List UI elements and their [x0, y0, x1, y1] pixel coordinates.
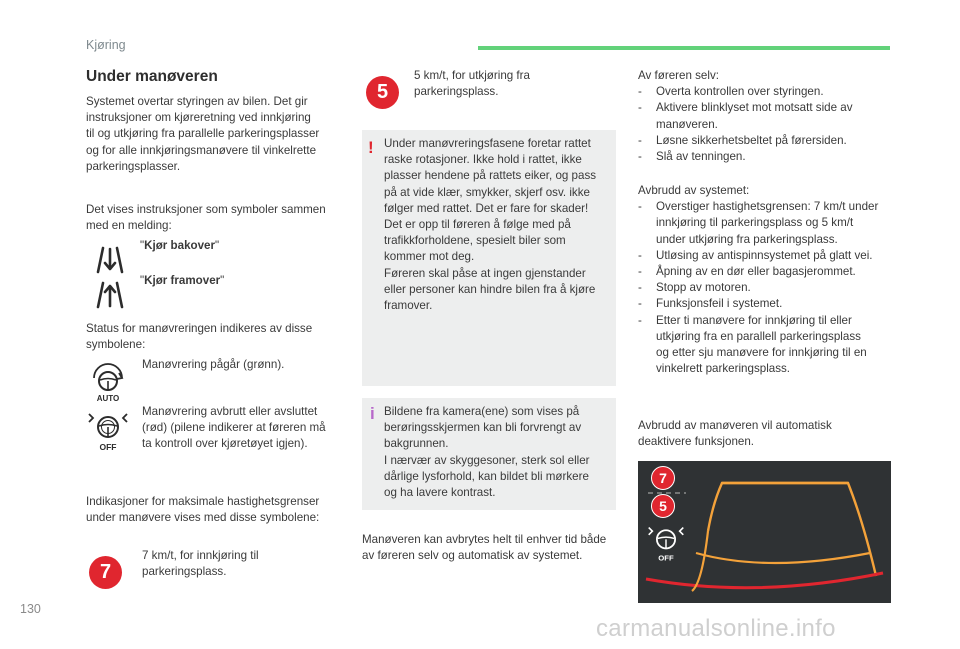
info-icon: i [370, 404, 375, 423]
message-forward: "Kjør framover" [140, 274, 225, 287]
steering-auto-icon [88, 362, 128, 402]
section-title: Under manøveren [86, 68, 218, 85]
camera-steering-off-icon [646, 521, 686, 565]
auto-cancel-note: Avbrudd av manøveren vil automatisk deaktivere funksjonen. [638, 419, 832, 449]
warning-icon: ! [368, 138, 374, 157]
warning-text: Under manøvreringsfasene foretar rattet raske rotasjoner. Ikke hold i rattet, ikke plasser hendene på rattets eiker, og pass på at vide klær, smykker, skjerf osv. ikke følger med rattet. Det er fare for skader! Det er opp til føreren å følge med på trafikkforholdene, spesielt biler som kommer mot deg. Føreren skal påse at ingen gjenstander eller personer kan hindre bilen fra å kjøre framover. [384, 137, 597, 313]
steering-off-icon [86, 410, 130, 452]
reverse-arrow-icon [94, 246, 126, 274]
speed-intro: Indikasjoner for maksimale hastighetsgrenser under manøvere vises med disse symbolene: [86, 495, 320, 525]
intro-paragraph: Systemet overtar styringen av bilen. Det gir instruksjoner om kjøreretning ved innkjøring til og utkjøring fra parallelle parkeringsplasser og for alle innkjøringsmanøvere til vinkelrette parkeringsplasser. [86, 95, 320, 173]
svg-text:OFF: OFF [99, 442, 117, 452]
status-intro: Status for manøvreringen indikeres av disse symbolene: [86, 322, 313, 352]
warning-box [362, 130, 616, 386]
speed-7-text: 7 km/t, for innkjøring til parkeringsplass. [142, 549, 259, 579]
speed-badge-5: 5 [366, 76, 399, 109]
speed-badge-7: 7 [89, 556, 122, 589]
status-off-text: Manøvrering avbrutt eller avsluttet (rød) (pilene indikerer at føreren må ta kontroll over kjøretøyet igjen). [142, 405, 326, 451]
svg-text:OFF: OFF [658, 553, 674, 563]
page-number: 130 [20, 602, 41, 616]
driver-cancel-list: Av føreren selv: - Overta kontrollen over styringen. - Aktivere blinklyset mot motsatt side av manøveren. - Løsne sikkerhetsbeltet på førersiden. - Slå av tenningen. [638, 69, 853, 164]
message-reverse: "Kjør bakover" [140, 239, 220, 252]
cancel-note: Manøveren kan avbrytes helt til enhver tid både av føreren selv og automatisk av systemet. [362, 533, 607, 563]
speed-5-text: 5 km/t, for utkjøring fra parkeringsplass. [414, 69, 530, 99]
camera-badge-7: 7 [651, 466, 675, 490]
svg-text:AUTO: AUTO [96, 394, 120, 402]
camera-view-illustration [638, 461, 891, 603]
system-cancel-list: Avbrudd av systemet: - Overstiger hastighetsgrensen: 7 km/t under innkjøring til parkeringsplass og 5 km/t under utkjøring fra parkeringsplass. - Utløsing av antispinnsystemet på glatt vei. - Åpning av en dør eller bagasjerommet. - Stopp av motoren. - Funksjonsfeil i systemet. - Etter ti manøvere for innkjøring til eller utkjøring fra en parallell parkeringsplass og etter sju manøvere for innkjøring til en vinkelrett parkeringsplass. [638, 184, 879, 376]
messages-intro: Det vises instruksjoner som symboler sammen med en melding: [86, 203, 326, 233]
camera-badge-5: 5 [651, 494, 675, 518]
section-header: Kjøring [86, 38, 126, 52]
section-accent-bar [478, 46, 890, 50]
info-text: Bildene fra kamera(ene) som vises på berøringsskjermen kan bli forvrengt av bakgrunnen. I nærvær av skyggesoner, sterk sol eller dårlige lysforhold, kan bildet bli mørkere og ha lavere kontrast. [384, 405, 590, 500]
forward-arrow-icon [94, 281, 126, 309]
info-box [362, 398, 616, 510]
watermark: carmanualsonline.info [596, 615, 836, 642]
status-auto-text: Manøvrering pågår (grønn). [142, 358, 285, 371]
